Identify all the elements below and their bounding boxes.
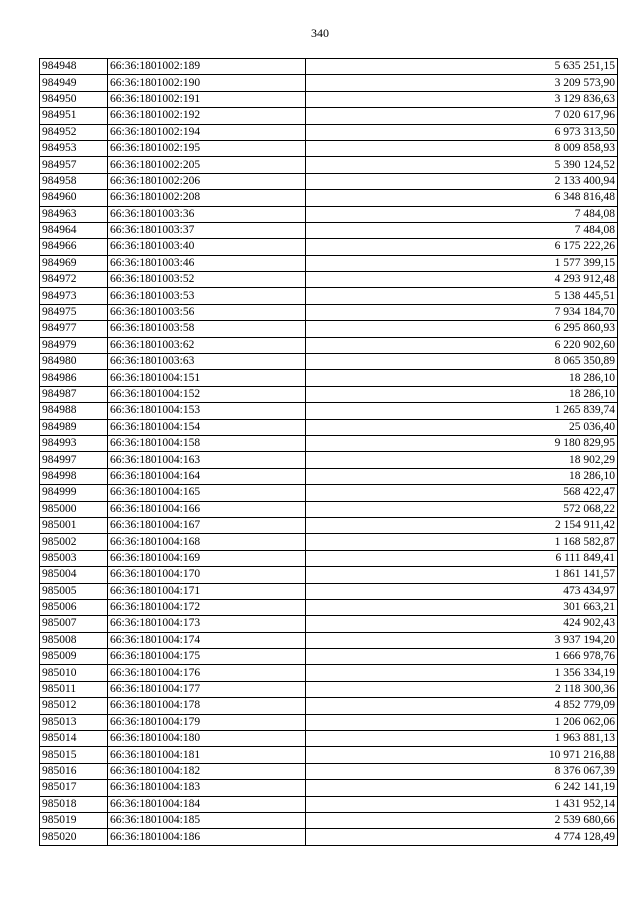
cadastral-value-cell: 2 118 300,36	[306, 681, 618, 697]
row-number-cell: 985019	[40, 812, 108, 828]
row-number-cell: 985020	[40, 829, 108, 845]
table-row	[40, 222, 618, 238]
cadastral-value-cell: 1 168 582,87	[306, 534, 618, 550]
cadastral-value-cell: 3 129 836,63	[306, 91, 618, 107]
cadastral-value-cell: 6 220 902,60	[306, 337, 618, 353]
row-number-cell: 984957	[40, 157, 108, 173]
row-number-cell: 984975	[40, 304, 108, 320]
table-row	[40, 534, 618, 550]
cadastral-number-cell: 66:36:1801004:158	[108, 435, 306, 451]
cadastral-number-cell: 66:36:1801004:180	[108, 731, 306, 747]
row-number-cell: 984987	[40, 386, 108, 402]
cadastral-number-cell: 66:36:1801003:56	[108, 304, 306, 320]
table-body	[40, 59, 618, 846]
row-number-cell: 984998	[40, 468, 108, 484]
row-number-cell: 984973	[40, 288, 108, 304]
cadastral-value-cell: 7 934 184,70	[306, 304, 618, 320]
table-row	[40, 272, 618, 288]
cadastral-value-cell: 8 376 067,39	[306, 763, 618, 779]
cadastral-number-cell: 66:36:1801002:206	[108, 173, 306, 189]
cadastral-value-cell: 18 902,29	[306, 452, 618, 468]
table-row	[40, 419, 618, 435]
table-row	[40, 780, 618, 796]
cadastral-number-cell: 66:36:1801004:183	[108, 780, 306, 796]
cadastral-number-cell: 66:36:1801002:195	[108, 140, 306, 156]
cadastral-number-cell: 66:36:1801004:153	[108, 403, 306, 419]
cadastral-number-cell: 66:36:1801004:171	[108, 583, 306, 599]
table-row	[40, 698, 618, 714]
row-number-cell: 985015	[40, 747, 108, 763]
row-number-cell: 985013	[40, 714, 108, 730]
table-row	[40, 206, 618, 222]
cadastral-value-cell: 5 390 124,52	[306, 157, 618, 173]
row-number-cell: 985014	[40, 731, 108, 747]
cadastral-number-cell: 66:36:1801004:174	[108, 632, 306, 648]
row-number-cell: 984979	[40, 337, 108, 353]
row-number-cell: 984949	[40, 75, 108, 91]
table-row	[40, 255, 618, 271]
table-row	[40, 550, 618, 566]
cadastral-number-cell: 66:36:1801002:191	[108, 91, 306, 107]
cadastral-number-cell: 66:36:1801003:37	[108, 222, 306, 238]
cadastral-value-cell: 18 286,10	[306, 468, 618, 484]
table-row	[40, 403, 618, 419]
cadastral-number-cell: 66:36:1801004:178	[108, 698, 306, 714]
cadastral-value-cell: 18 286,10	[306, 386, 618, 402]
table-row	[40, 632, 618, 648]
row-number-cell: 985017	[40, 780, 108, 796]
cadastral-value-cell: 1 206 062,06	[306, 714, 618, 730]
cadastral-number-cell: 66:36:1801004:151	[108, 370, 306, 386]
cadastral-value-cell: 301 663,21	[306, 599, 618, 615]
table-row	[40, 583, 618, 599]
table-row	[40, 124, 618, 140]
cadastral-number-cell: 66:36:1801002:190	[108, 75, 306, 91]
cadastral-value-cell: 7 484,08	[306, 206, 618, 222]
cadastral-value-cell: 1 431 952,14	[306, 796, 618, 812]
row-number-cell: 984980	[40, 354, 108, 370]
table-row	[40, 763, 618, 779]
table-row	[40, 501, 618, 517]
cadastral-number-cell: 66:36:1801004:170	[108, 567, 306, 583]
cadastral-number-cell: 66:36:1801003:62	[108, 337, 306, 353]
cadastral-value-cell: 568 422,47	[306, 485, 618, 501]
row-number-cell: 985003	[40, 550, 108, 566]
cadastral-number-cell: 66:36:1801004:167	[108, 517, 306, 533]
row-number-cell: 984989	[40, 419, 108, 435]
cadastral-value-cell: 18 286,10	[306, 370, 618, 386]
cadastral-number-cell: 66:36:1801003:40	[108, 239, 306, 255]
row-number-cell: 985007	[40, 616, 108, 632]
table-row	[40, 321, 618, 337]
row-number-cell: 985002	[40, 534, 108, 550]
table-row	[40, 599, 618, 615]
table-row	[40, 714, 618, 730]
cadastral-number-cell: 66:36:1801004:176	[108, 665, 306, 681]
cadastral-number-cell: 66:36:1801003:46	[108, 255, 306, 271]
cadastral-value-cell: 6 111 849,41	[306, 550, 618, 566]
table-row	[40, 370, 618, 386]
cadastral-value-cell: 3 937 194,20	[306, 632, 618, 648]
cadastral-number-cell: 66:36:1801004:163	[108, 452, 306, 468]
row-number-cell: 984997	[40, 452, 108, 468]
table-row	[40, 354, 618, 370]
cadastral-value-cell: 5 635 251,15	[306, 59, 618, 75]
cadastral-number-cell: 66:36:1801002:194	[108, 124, 306, 140]
row-number-cell: 985001	[40, 517, 108, 533]
cadastral-value-cell: 6 973 313,50	[306, 124, 618, 140]
row-number-cell: 984966	[40, 239, 108, 255]
row-number-cell: 984988	[40, 403, 108, 419]
table-row	[40, 435, 618, 451]
cadastral-value-cell: 7 484,08	[306, 222, 618, 238]
row-number-cell: 984986	[40, 370, 108, 386]
table-row	[40, 485, 618, 501]
cadastral-value-cell: 5 138 445,51	[306, 288, 618, 304]
cadastral-number-cell: 66:36:1801004:181	[108, 747, 306, 763]
row-number-cell: 985000	[40, 501, 108, 517]
row-number-cell: 984958	[40, 173, 108, 189]
row-number-cell: 985011	[40, 681, 108, 697]
row-number-cell: 984999	[40, 485, 108, 501]
cadastral-number-cell: 66:36:1801002:192	[108, 108, 306, 124]
row-number-cell: 985009	[40, 649, 108, 665]
table-row	[40, 239, 618, 255]
cadastral-number-cell: 66:36:1801004:154	[108, 419, 306, 435]
row-number-cell: 984969	[40, 255, 108, 271]
cadastral-value-cell: 25 036,40	[306, 419, 618, 435]
table-row	[40, 567, 618, 583]
cadastral-number-cell: 66:36:1801004:179	[108, 714, 306, 730]
cadastral-number-cell: 66:36:1801004:172	[108, 599, 306, 615]
cadastral-value-cell: 7 020 617,96	[306, 108, 618, 124]
row-number-cell: 985010	[40, 665, 108, 681]
row-number-cell: 985016	[40, 763, 108, 779]
table-row	[40, 616, 618, 632]
cadastral-value-cell: 2 133 400,94	[306, 173, 618, 189]
table-row	[40, 140, 618, 156]
page-number: 340	[311, 26, 329, 40]
cadastral-value-cell: 9 180 829,95	[306, 435, 618, 451]
cadastral-value-cell: 6 295 860,93	[306, 321, 618, 337]
table-row	[40, 468, 618, 484]
row-number-cell: 985008	[40, 632, 108, 648]
cadastral-value-cell: 1 265 839,74	[306, 403, 618, 419]
cadastral-value-cell: 2 154 911,42	[306, 517, 618, 533]
cadastral-number-cell: 66:36:1801004:165	[108, 485, 306, 501]
cadastral-number-cell: 66:36:1801004:175	[108, 649, 306, 665]
row-number-cell: 984948	[40, 59, 108, 75]
table-row	[40, 796, 618, 812]
row-number-cell: 984950	[40, 91, 108, 107]
table-row	[40, 665, 618, 681]
cadastral-value-cell: 1 963 881,13	[306, 731, 618, 747]
row-number-cell: 984951	[40, 108, 108, 124]
cadastral-value-cell: 1 666 978,76	[306, 649, 618, 665]
table-row	[40, 452, 618, 468]
table-row	[40, 747, 618, 763]
cadastral-number-cell: 66:36:1801004:184	[108, 796, 306, 812]
row-number-cell: 985018	[40, 796, 108, 812]
table-row	[40, 649, 618, 665]
table-row	[40, 517, 618, 533]
cadastral-number-cell: 66:36:1801003:53	[108, 288, 306, 304]
row-number-cell: 984993	[40, 435, 108, 451]
cadastral-value-cell: 572 068,22	[306, 501, 618, 517]
cadastral-number-cell: 66:36:1801002:208	[108, 190, 306, 206]
cadastral-number-cell: 66:36:1801004:164	[108, 468, 306, 484]
table-row	[40, 288, 618, 304]
cadastral-value-cell: 1 861 141,57	[306, 567, 618, 583]
cadastral-number-cell: 66:36:1801003:63	[108, 354, 306, 370]
cadastral-value-table	[39, 58, 618, 846]
cadastral-number-cell: 66:36:1801004:186	[108, 829, 306, 845]
row-number-cell: 984960	[40, 190, 108, 206]
row-number-cell: 985012	[40, 698, 108, 714]
cadastral-value-cell: 473 434,97	[306, 583, 618, 599]
table-row	[40, 91, 618, 107]
cadastral-number-cell: 66:36:1801004:182	[108, 763, 306, 779]
cadastral-number-cell: 66:36:1801004:173	[108, 616, 306, 632]
table-row	[40, 829, 618, 845]
row-number-cell: 984963	[40, 206, 108, 222]
cadastral-number-cell: 66:36:1801002:205	[108, 157, 306, 173]
cadastral-value-cell: 8 009 858,93	[306, 140, 618, 156]
cadastral-value-cell: 8 065 350,89	[306, 354, 618, 370]
row-number-cell: 984977	[40, 321, 108, 337]
row-number-cell: 984972	[40, 272, 108, 288]
cadastral-value-cell: 3 209 573,90	[306, 75, 618, 91]
table-row	[40, 157, 618, 173]
cadastral-number-cell: 66:36:1801004:185	[108, 812, 306, 828]
cadastral-number-cell: 66:36:1801003:58	[108, 321, 306, 337]
cadastral-value-cell: 10 971 216,88	[306, 747, 618, 763]
table-row	[40, 190, 618, 206]
cadastral-value-cell: 2 539 680,66	[306, 812, 618, 828]
table-row	[40, 75, 618, 91]
row-number-cell: 985004	[40, 567, 108, 583]
cadastral-value-cell: 6 242 141,19	[306, 780, 618, 796]
table-row	[40, 337, 618, 353]
table-row	[40, 681, 618, 697]
cadastral-number-cell: 66:36:1801004:166	[108, 501, 306, 517]
cadastral-value-cell: 4 293 912,48	[306, 272, 618, 288]
cadastral-number-cell: 66:36:1801004:168	[108, 534, 306, 550]
table-row	[40, 173, 618, 189]
cadastral-value-cell: 6 175 222,26	[306, 239, 618, 255]
row-number-cell: 985005	[40, 583, 108, 599]
table-row	[40, 812, 618, 828]
table-row	[40, 108, 618, 124]
table-row	[40, 731, 618, 747]
cadastral-number-cell: 66:36:1801003:36	[108, 206, 306, 222]
table-row	[40, 386, 618, 402]
row-number-cell: 984952	[40, 124, 108, 140]
cadastral-number-cell: 66:36:1801003:52	[108, 272, 306, 288]
cadastral-number-cell: 66:36:1801002:189	[108, 59, 306, 75]
row-number-cell: 984964	[40, 222, 108, 238]
cadastral-number-cell: 66:36:1801004:152	[108, 386, 306, 402]
cadastral-value-cell: 1 356 334,19	[306, 665, 618, 681]
cadastral-number-cell: 66:36:1801004:177	[108, 681, 306, 697]
cadastral-value-cell: 4 852 779,09	[306, 698, 618, 714]
table-row	[40, 304, 618, 320]
row-number-cell: 984953	[40, 140, 108, 156]
cadastral-value-cell: 4 774 128,49	[306, 829, 618, 845]
cadastral-number-cell: 66:36:1801004:169	[108, 550, 306, 566]
cadastral-value-cell: 6 348 816,48	[306, 190, 618, 206]
row-number-cell: 985006	[40, 599, 108, 615]
cadastral-value-cell: 424 902,43	[306, 616, 618, 632]
table-row	[40, 59, 618, 75]
cadastral-value-cell: 1 577 399,15	[306, 255, 618, 271]
